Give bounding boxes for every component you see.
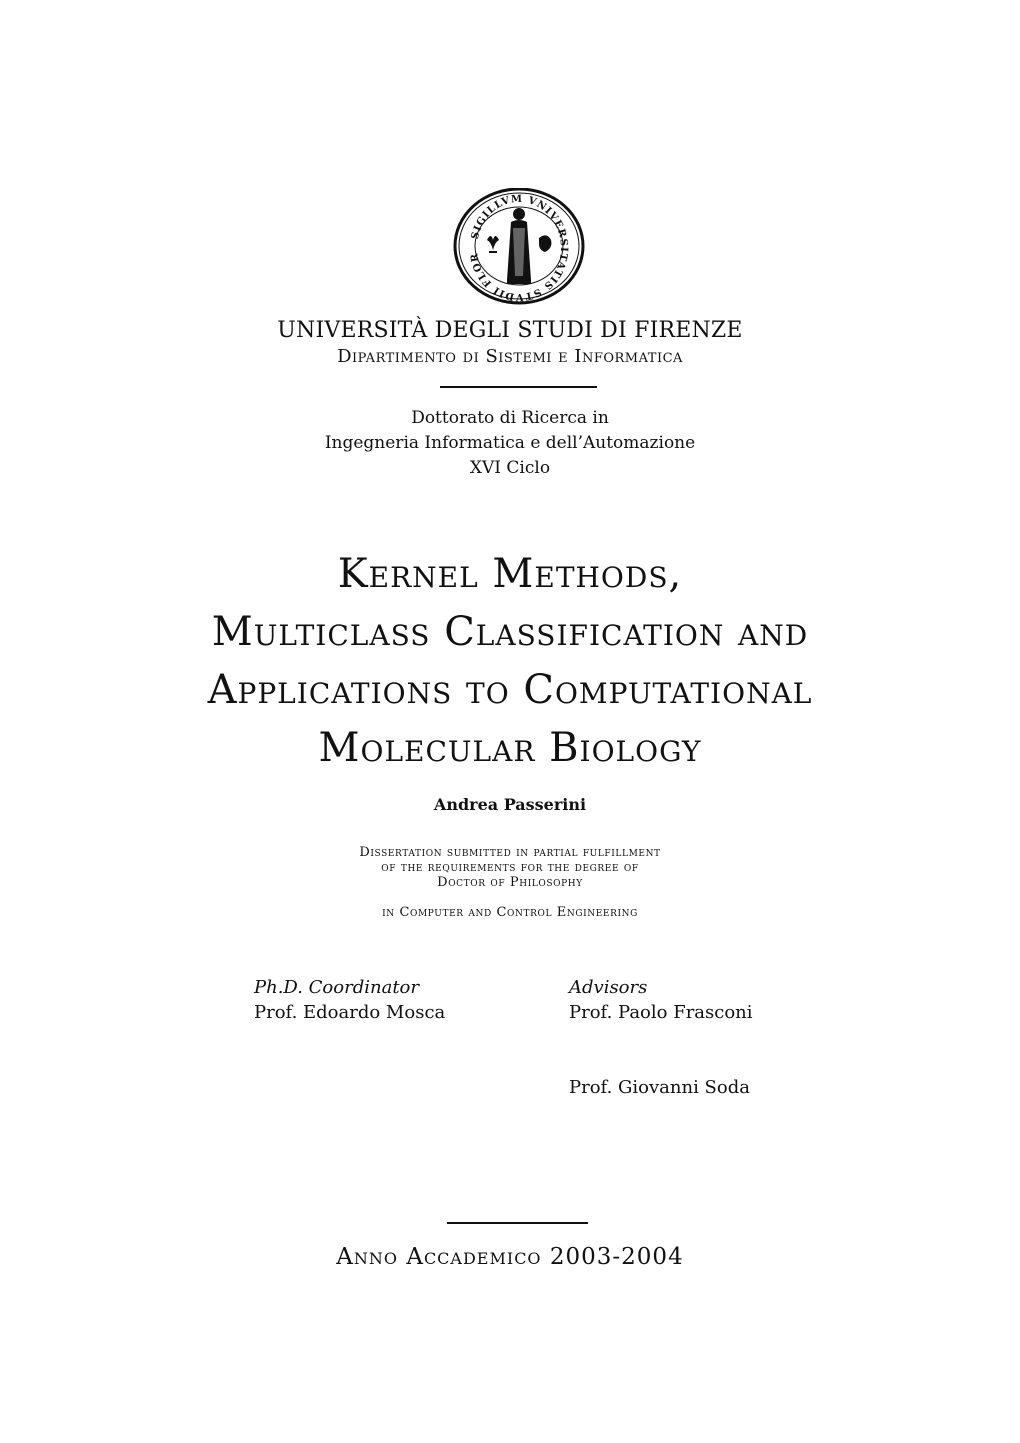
title-line: Molecular Biology [318, 725, 702, 771]
advisors-block [569, 975, 753, 1025]
program-line: Ingegneria Informatica e dell’Automazione [324, 433, 696, 453]
department-name: Dipartimento di Sistemi e Informatica [337, 346, 683, 367]
title-line: Kernel Methods, [337, 551, 683, 597]
title-line: Applications to Computational [207, 667, 813, 713]
dissertation-line: of the requirements for the degree of [381, 860, 639, 875]
advisor-name: Prof. Paolo Frasconi [569, 1002, 753, 1023]
dissertation-line: Dissertation submitted in partial fulfillment [359, 845, 661, 860]
advisors-label: Advisors [569, 977, 648, 998]
program-cycle: XVI Ciclo [469, 458, 551, 478]
coordinator-label: Ph.D. Coordinator [254, 977, 419, 998]
dissertation-field: in Computer and Control Engineering [382, 905, 638, 920]
author-name: Andrea Passerini [433, 795, 587, 814]
seal-motto: SIGILLVM VNIVERSITATIS STVDII FLOR [469, 193, 570, 303]
dissertation-line: Doctor of Philosophy [437, 875, 583, 890]
program-line: Dottorato di Ricerca in [411, 408, 609, 428]
divider [447, 1222, 588, 1224]
academic-year: Anno Accademico 2003-2004 [336, 1244, 684, 1270]
divider [440, 386, 597, 388]
coordinator-block [254, 975, 445, 1025]
thesis-title [0, 545, 1020, 777]
program-block [0, 406, 1020, 481]
university-seal-icon [453, 188, 585, 308]
coordinator-name: Prof. Edoardo Mosca [254, 1002, 446, 1023]
dissertation-statement [0, 845, 1020, 890]
title-line: Multiclass Classification and [211, 609, 809, 655]
advisor-name-2: Prof. Giovanni Soda [569, 1077, 750, 1098]
university-name: UNIVERSITÀ DEGLI STUDI DI FIRENZE [277, 318, 743, 343]
